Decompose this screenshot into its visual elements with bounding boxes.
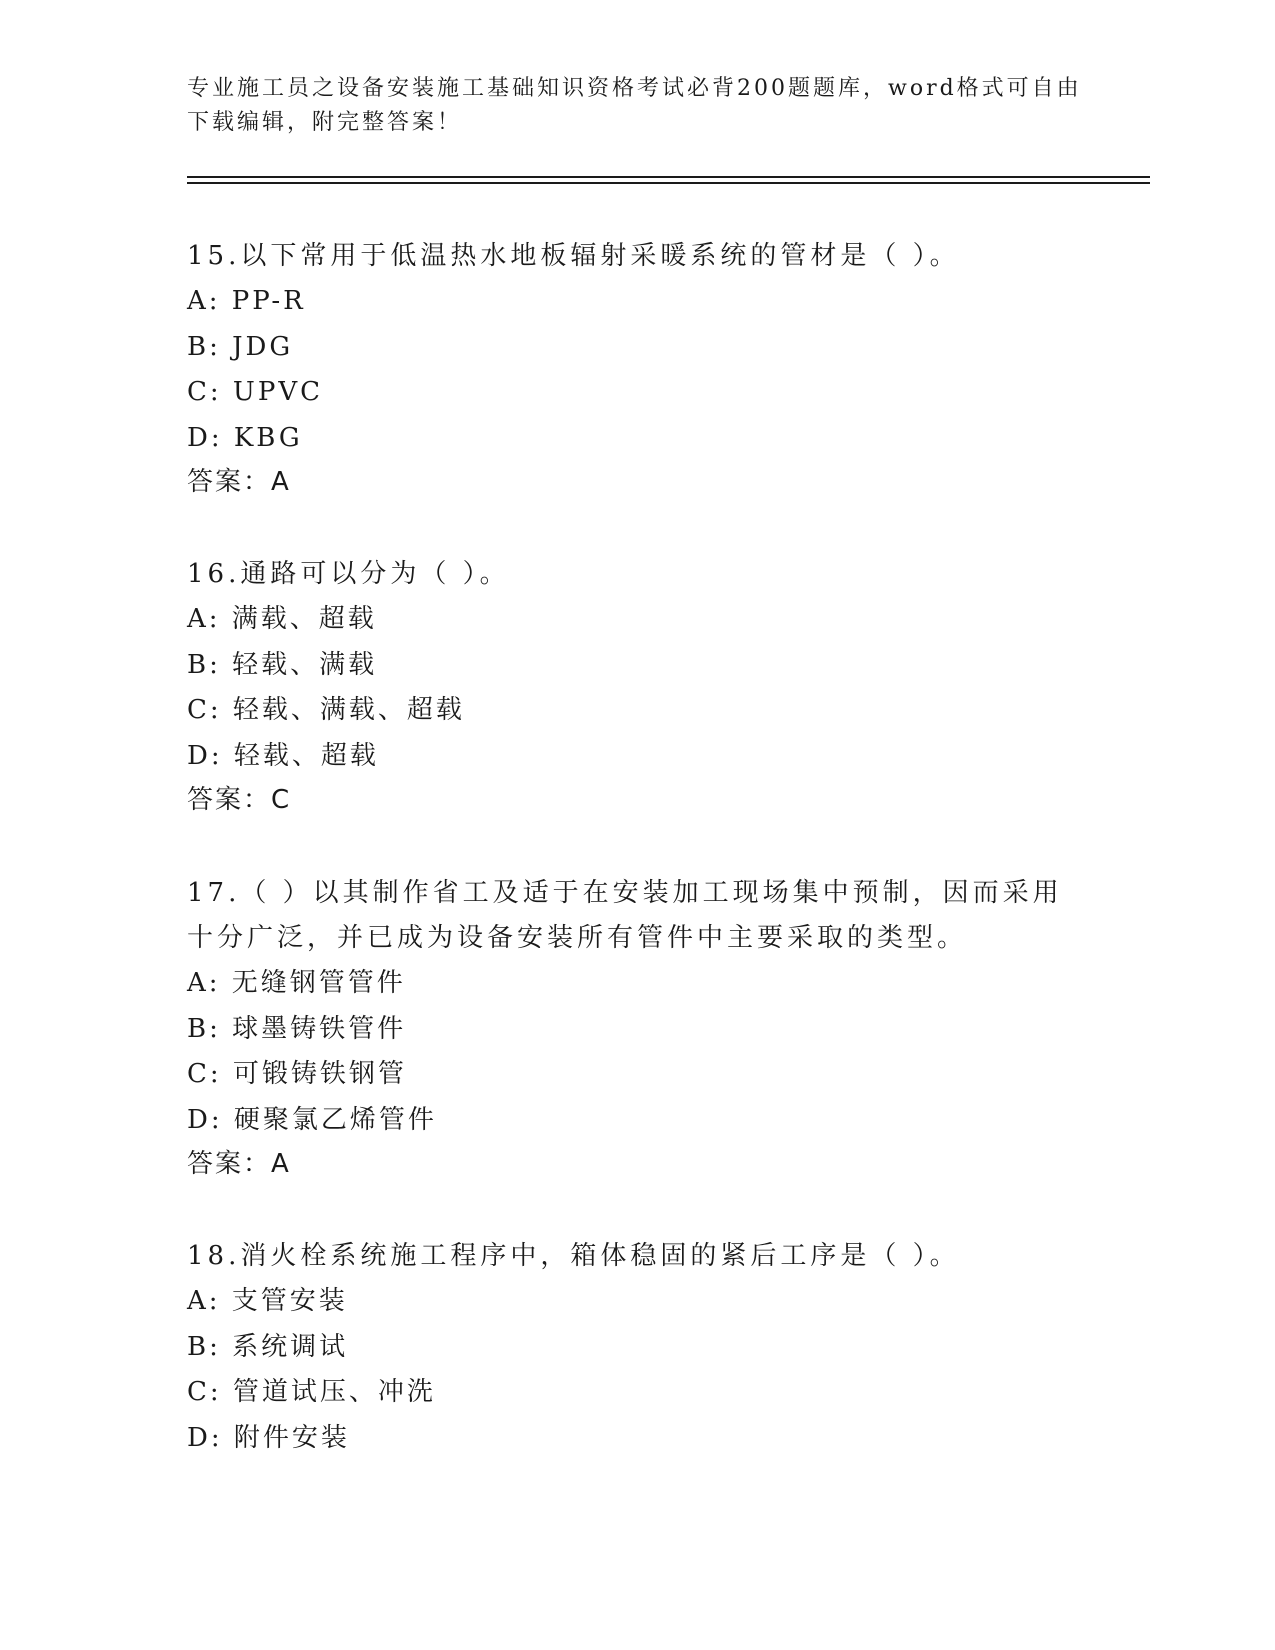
option-c: C: 轻载、满载、超载 [187,695,465,725]
header-divider-top [187,176,1150,178]
option-a: A: 支管安装 [187,1286,348,1316]
answer: 答案：C [187,785,292,815]
option-a: A: PP-R [187,286,306,316]
question-stem: 15.以下常用于低温热水地板辐射采暖系统的管材是（ ）。 [187,241,960,271]
header-divider-bottom [187,182,1150,184]
answer: 答案：A [187,467,291,497]
option-b: B: 轻载、满载 [187,649,378,680]
option-d: D: 硬聚氯乙烯管件 [187,1104,437,1135]
option-c: C: 可锻铸铁钢管 [187,1059,407,1089]
question-stem: 18.消火栓系统施工程序中，箱体稳固的紧后工序是（ ）。 [187,1241,960,1271]
question-18 [187,1234,1087,1461]
question-stem: 17.（ ）以其制作省工及适于在安装加工现场集中预制，因而采用十分广泛，并已成为设备安装所有管件中主要采取的类型。 [187,878,1063,953]
option-d: D: KBG [187,422,303,453]
question-16 [187,552,1087,823]
option-a: A: 满载、超载 [187,604,377,634]
option-d: D: 附件安装 [187,1422,350,1453]
answer: 答案：A [187,1149,291,1179]
option-b: B: 球墨铸铁管件 [187,1013,407,1044]
option-a: A: 无缝钢管管件 [187,968,406,998]
option-c: C: UPVC [187,377,323,407]
option-c: C: 管道试压、冲洗 [187,1377,436,1407]
question-15 [187,234,1087,505]
question-17 [187,871,1087,1187]
document-header: 专业施工员之设备安装施工基础知识资格考试必背200题题库，word格式可自由下载编辑，附完整答案！ [187,76,1082,135]
option-b: B: JDG [187,331,294,362]
question-stem: 16.通路可以分为（ ）。 [187,559,510,589]
option-b: B: 系统调试 [187,1331,349,1362]
option-d: D: 轻载、超载 [187,740,379,771]
